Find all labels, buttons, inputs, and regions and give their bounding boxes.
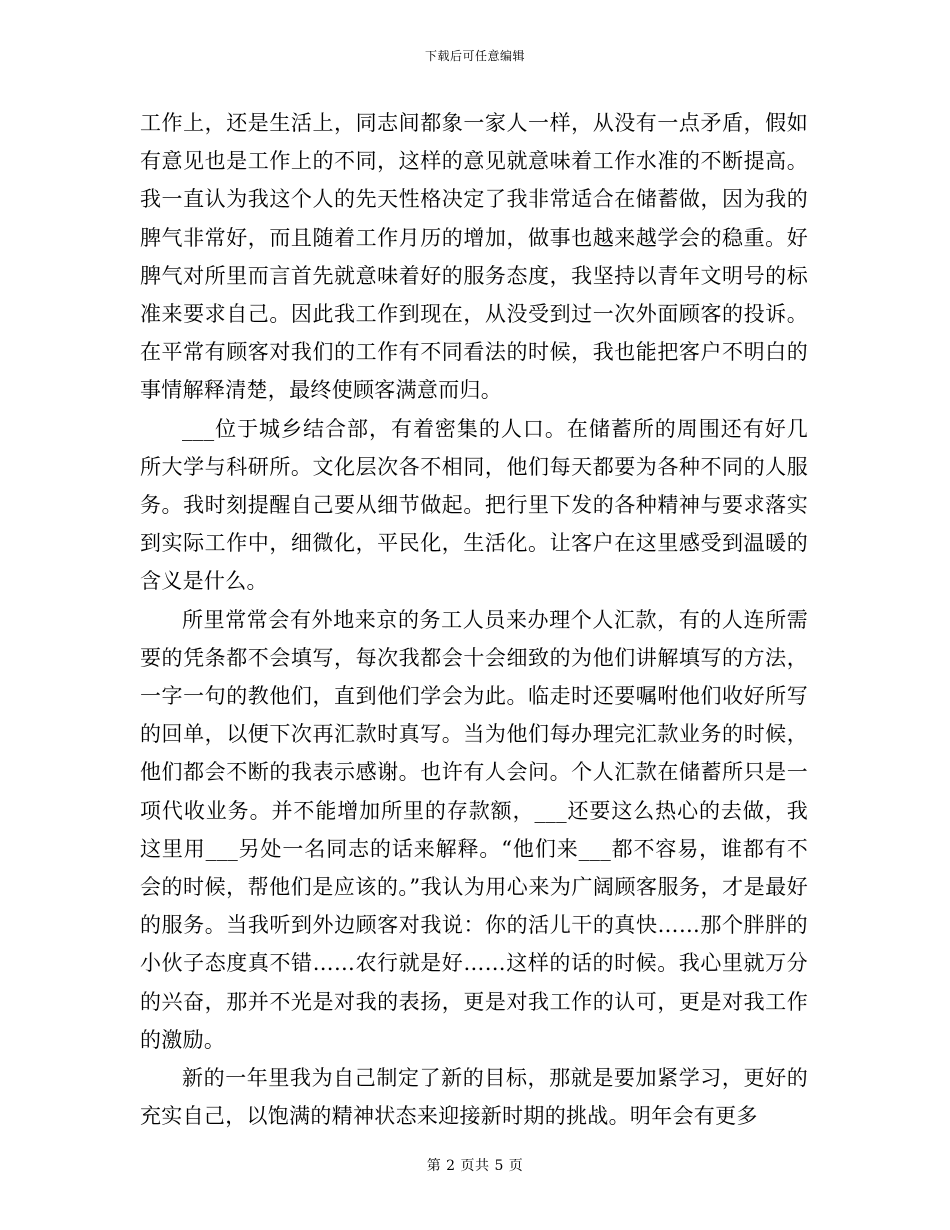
paragraph-3: 所里常常会有外地来京的务工人员来办理个人汇款，有的人连所需要的凭条都不会填写，每次我都会十会细致的为他们讲解填写的方法，一字一句的教他们，直到他们学会为此。临走时还要嘱咐他们收好所写的回单，以便下次再汇款时真写。当为他们每办理完汇款业务的时候，他们都会不断的我表示感谢。也许有人会问。个人汇款在储蓄所只是一项代收业务。并不能增加所里的存款额，___还要这么热心的去做，我这里用___另处一名同志的话来解释。“他们来___都不容易，谁都有不会的时候，帮他们是应该的。”我认为用心来为广阔顾客服务，才是最好的服务。当我听到外边顾客对我说：你的活儿干的真快……那个胖胖的小伙子态度真不错……农行就是好……这样的话的时候。我心里就万分的兴奋，那并不光是对我的表扬，更是对我工作的认可，更是对我工作的激励。: [140, 607, 808, 1052]
page-header: 下载后可任意编辑: [424, 49, 525, 63]
paragraph-2: ___位于城乡结合部，有着密集的人口。在储蓄所的周围还有好几所大学与科研所。文化层次各不相同，他们每天都要为各种不同的人服务。我时刻提醒自己要从细节做起。把行里下发的各种精神与要求落实到实际工作中，细微化，平民化，生活化。让客户在这里感受到温暖的含义是什么。: [140, 416, 808, 594]
paragraph-1: 工作上，还是生活上，同志间都象一家人一样，从没有一点矛盾，假如有意见也是工作上的不同，这样的意见就意味着工作水准的不断提高。我一直认为我这个人的先天性格决定了我非常适合在储蓄做，因为我的脾气非常好，而且随着工作月历的增加，做事也越来越学会的稳重。好脾气对所里而言首先就意味着好的服务态度，我坚持以青年文明号的标准来要求自己。因此我工作到现在，从没受到过一次外面顾客的投诉。在平常有顾客对我们的工作有不同看法的时候，我也能把客户不明白的事情解释清楚，最终使顾客满意而归。: [140, 111, 808, 403]
document-body: [140, 104, 808, 1135]
paragraph-4: 新的一年里我为自己制定了新的目标，那就是要加紧学习，更好的充实自己，以饱满的精神状态来迎接新时期的挑战。明年会有更多: [140, 1066, 808, 1129]
page-number: 第 2 页共 5 页: [426, 1158, 524, 1174]
